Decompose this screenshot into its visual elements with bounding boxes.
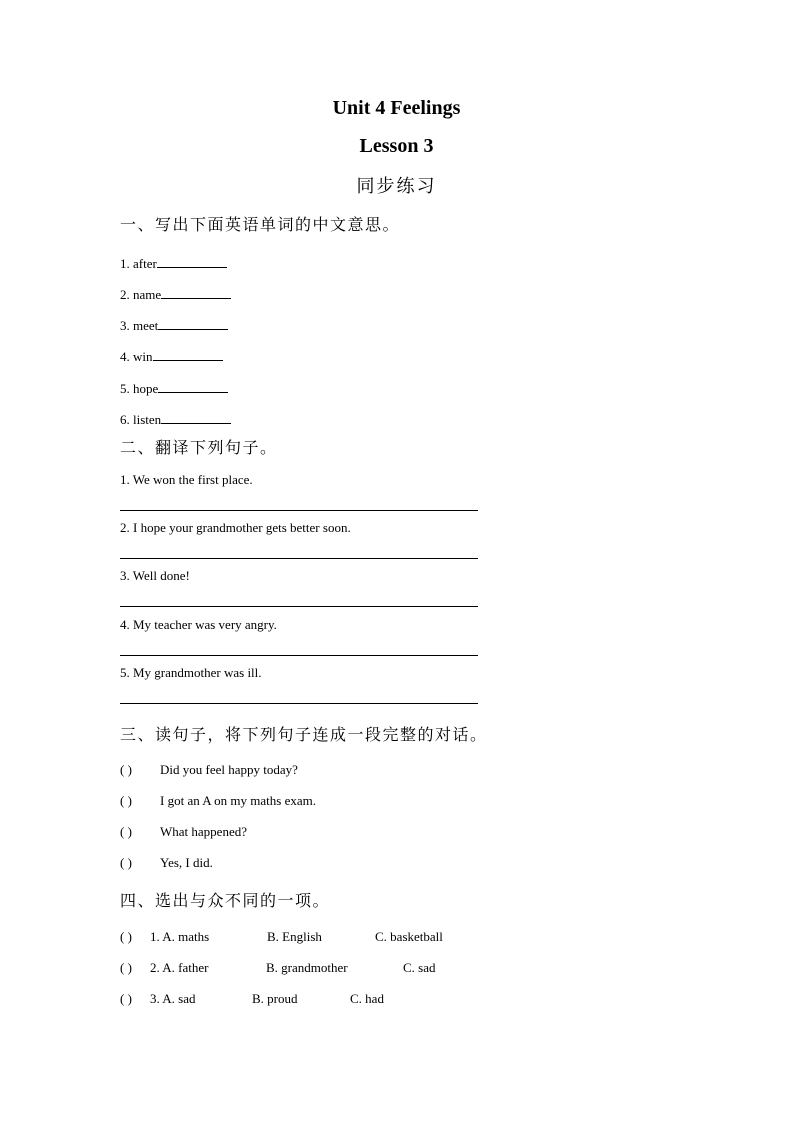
word-label: 6. listen <box>120 412 162 427</box>
answer-line[interactable] <box>120 606 478 607</box>
dialogue-text: What happened? <box>160 824 247 839</box>
option-b: B. English <box>267 929 322 944</box>
word-label: 3. meet <box>120 318 159 333</box>
option-b: B. proud <box>252 991 298 1006</box>
sentence-item: 4. My teacher was very angry. <box>120 617 277 632</box>
answer-paren[interactable]: ( ) <box>120 960 132 975</box>
page-title: Unit 4 Feelings <box>332 97 461 119</box>
word-label: 1. after <box>120 256 157 271</box>
sentence-item: 5. My grandmother was ill. <box>120 665 262 680</box>
answer-paren[interactable]: ( ) <box>120 824 132 839</box>
answer-blank[interactable] <box>153 349 223 361</box>
word-item <box>120 349 223 365</box>
answer-blank[interactable] <box>161 412 231 424</box>
answer-blank[interactable] <box>157 256 227 268</box>
option-c: C. sad <box>403 960 436 975</box>
dialogue-item <box>120 762 298 778</box>
word-label: 2. name <box>120 287 162 302</box>
word-item <box>120 381 228 397</box>
word-label: 5. hope <box>120 381 159 396</box>
choice-item <box>120 960 436 976</box>
dialogue-text: I got an A on my maths exam. <box>160 793 316 808</box>
answer-blank[interactable] <box>161 287 231 299</box>
answer-blank[interactable] <box>158 381 228 393</box>
choice-item <box>120 929 443 945</box>
answer-paren[interactable]: ( ) <box>120 793 132 808</box>
option-a: 3. A. sad <box>150 991 196 1006</box>
word-item <box>120 412 231 428</box>
option-c: C. had <box>350 991 384 1006</box>
answer-line[interactable] <box>120 703 478 704</box>
section2-heading: 二、翻译下列句子。 <box>120 438 278 457</box>
word-item <box>120 256 227 272</box>
option-a: 2. A. father <box>150 960 209 975</box>
answer-paren[interactable]: ( ) <box>120 762 132 777</box>
section3-heading: 三、读句子，将下列句子连成一段完整的对话。 <box>120 725 488 744</box>
word-item <box>120 318 228 334</box>
dialogue-item <box>120 793 316 809</box>
dialogue-item <box>120 855 213 871</box>
answer-blank[interactable] <box>158 318 228 330</box>
section1-heading: 一、写出下面英语单词的中文意思。 <box>120 215 401 234</box>
option-b: B. grandmother <box>266 960 348 975</box>
sentence-item: 3. Well done! <box>120 568 190 583</box>
lesson-title: Lesson 3 <box>359 135 434 157</box>
sentence-item: 1. We won the first place. <box>120 472 253 487</box>
answer-line[interactable] <box>120 655 478 656</box>
choice-item <box>120 991 384 1007</box>
subtitle: 同步练习 <box>356 176 437 197</box>
answer-line[interactable] <box>120 558 478 559</box>
word-item <box>120 287 231 303</box>
dialogue-text: Yes, I did. <box>160 855 213 870</box>
option-c: C. basketball <box>375 929 443 944</box>
dialogue-text: Did you feel happy today? <box>160 762 298 777</box>
answer-paren[interactable]: ( ) <box>120 855 132 870</box>
answer-paren[interactable]: ( ) <box>120 991 132 1006</box>
section4-heading: 四、选出与众不同的一项。 <box>120 891 331 910</box>
dialogue-item <box>120 824 247 840</box>
answer-line[interactable] <box>120 510 478 511</box>
answer-paren[interactable]: ( ) <box>120 929 132 944</box>
word-label: 4. win <box>120 349 153 364</box>
sentence-item: 2. I hope your grandmother gets better soon. <box>120 520 351 535</box>
option-a: 1. A. maths <box>150 929 210 944</box>
